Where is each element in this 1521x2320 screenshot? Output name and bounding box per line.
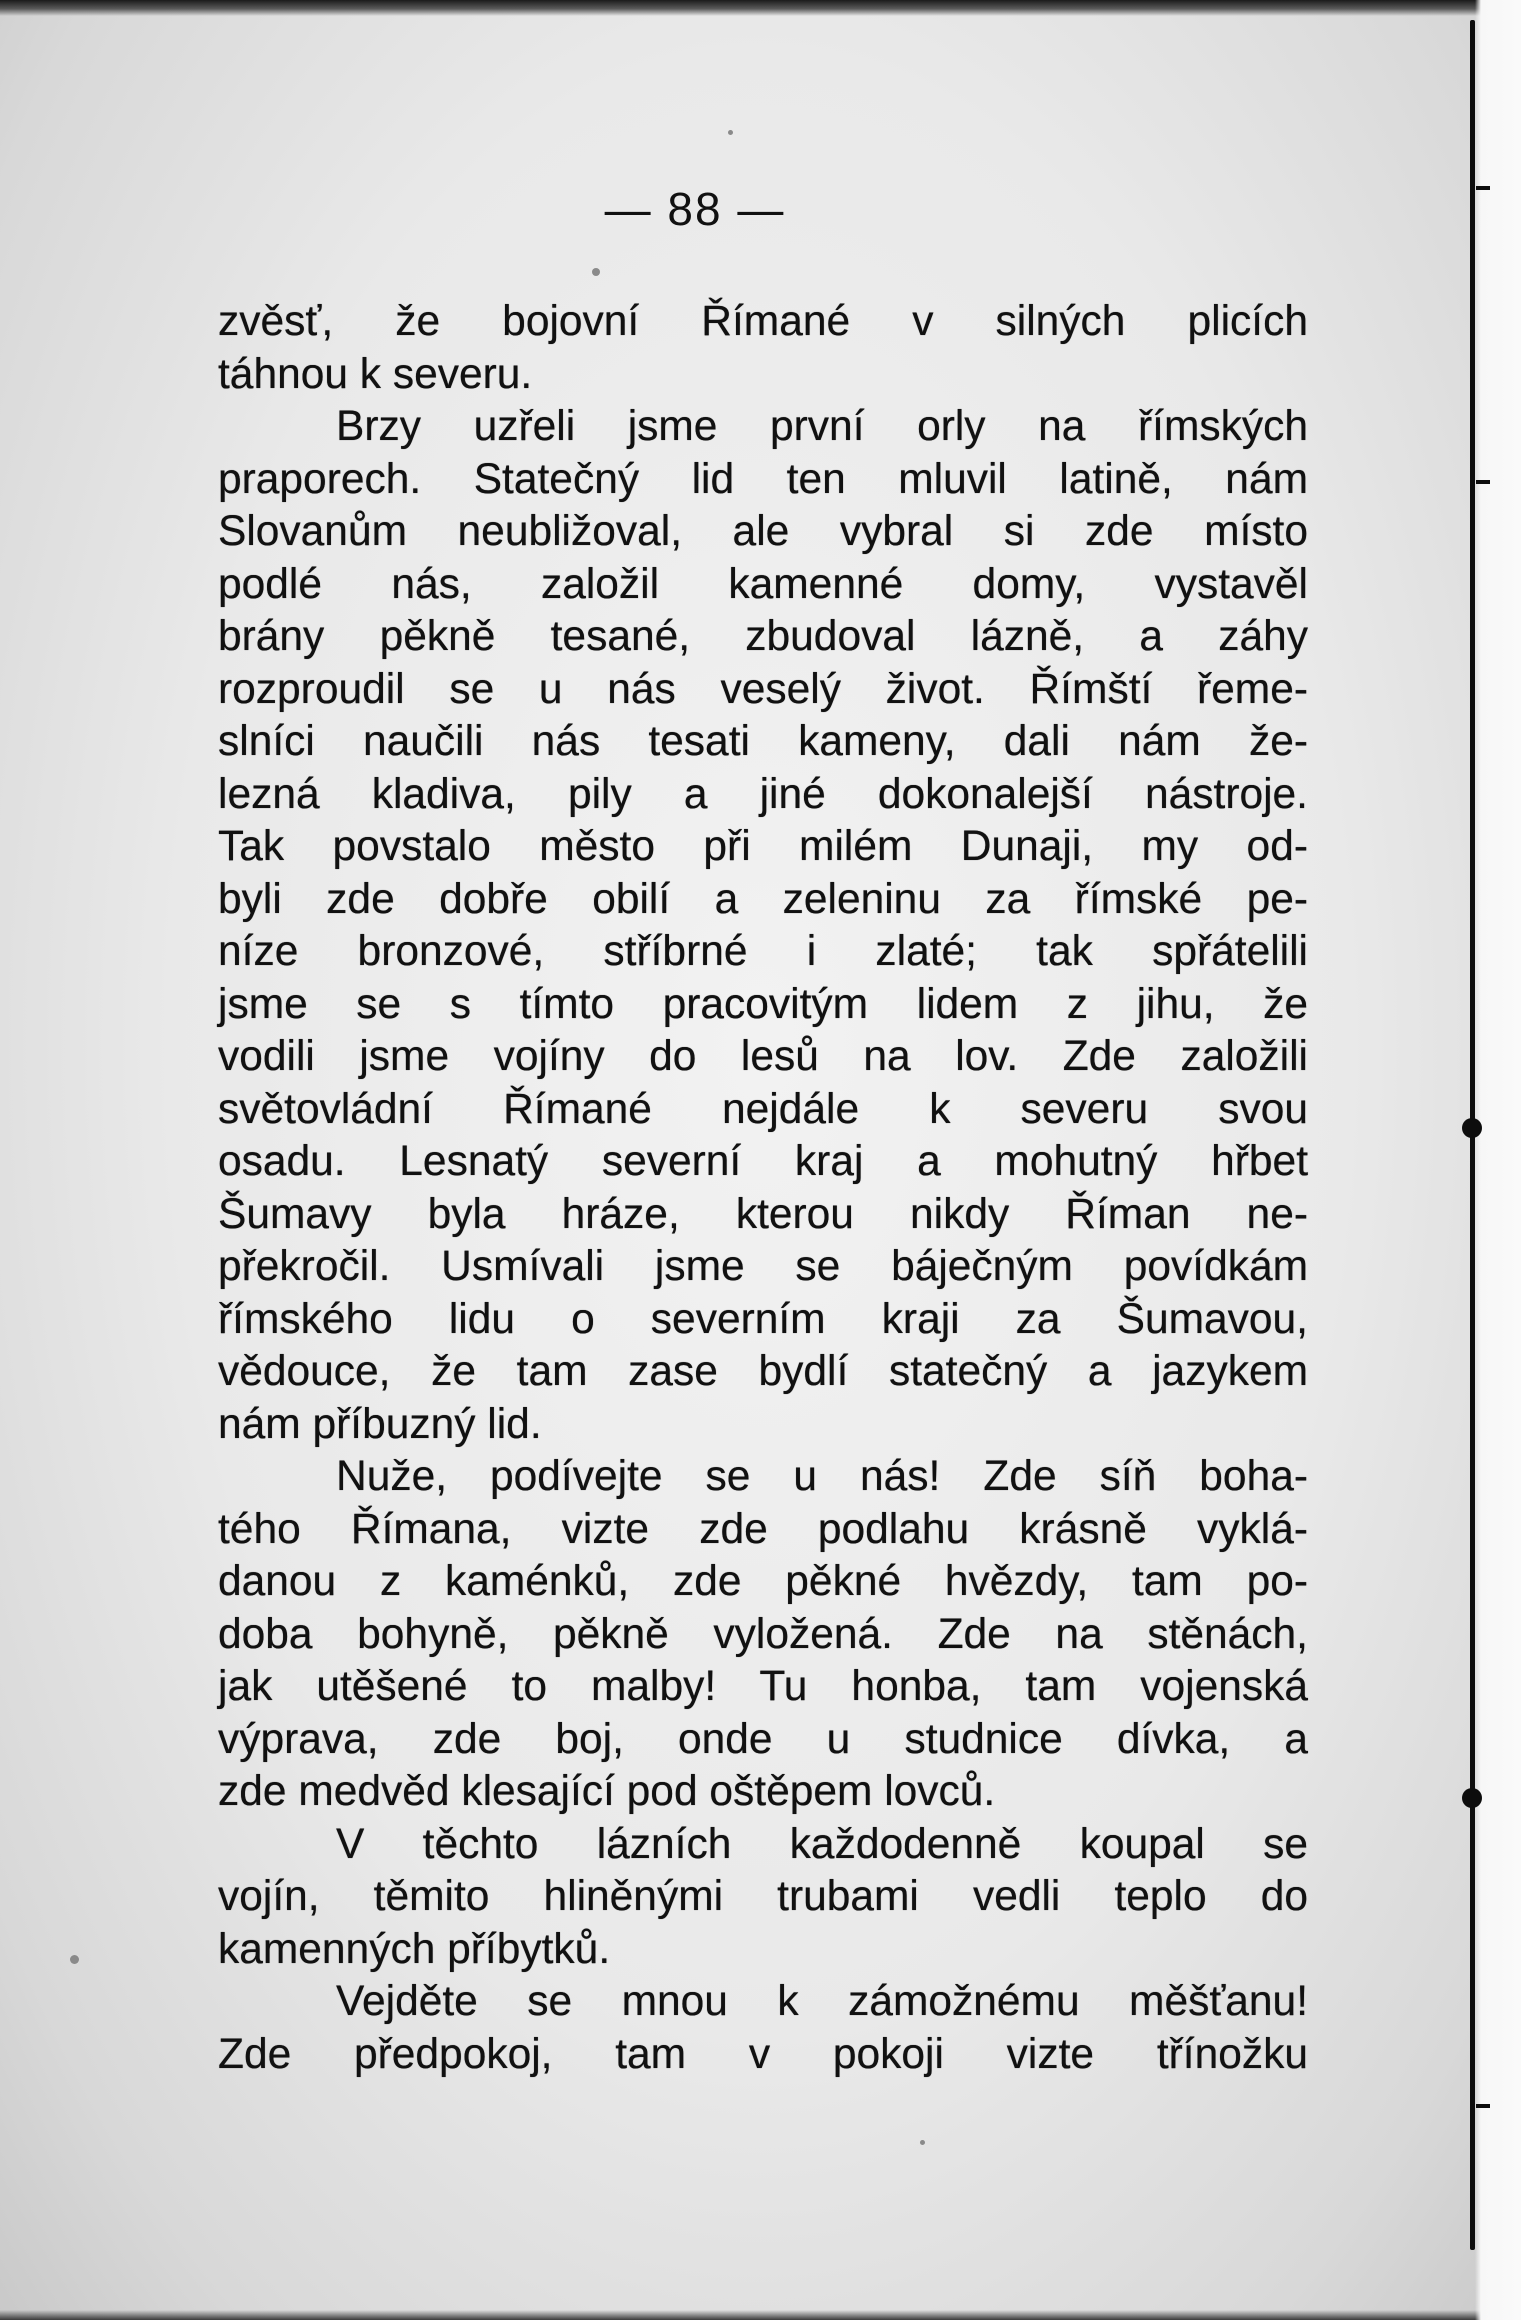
- paper-speck: [728, 130, 733, 135]
- text-line: danou z kaménků, zde pěkné hvězdy, tam po-: [218, 1558, 1308, 1605]
- binding-mark: [1462, 1788, 1482, 1808]
- paper-speck: [920, 2140, 925, 2145]
- text-line: podlé nás, založil kamenné domy, vystavěl: [218, 560, 1308, 608]
- text-line: vědouce, že tam zase bydlí statečný a jazykem: [218, 1348, 1308, 1395]
- scan-right-margin: [1475, 0, 1521, 2320]
- text-line: Slovanům neubližoval, ale vybral si zde místo: [218, 508, 1308, 555]
- scan-top-edge: [0, 0, 1521, 16]
- paper-speck: [592, 268, 600, 276]
- text-line: zvěsť, že bojovní Římané v silných plicích: [218, 298, 1308, 345]
- body-text: [218, 296, 1308, 2081]
- text-line: jsme se s tímto pracovitým lidem z jihu, že: [218, 980, 1308, 1028]
- text-line: níze bronzové, stříbrné i zlaté; tak spřátelili: [218, 928, 1308, 975]
- text-line: vodili jsme vojíny do lesů na lov. Zde založili: [218, 1033, 1308, 1080]
- text-line: jak utěšené to malby! Tu honba, tam vojenská: [218, 1663, 1308, 1710]
- binding-tick: [1476, 2104, 1490, 2108]
- text-line: byli zde dobře obilí a zeleninu za římské pe-: [218, 875, 1308, 923]
- page-number: — 88 —: [604, 183, 786, 235]
- text-line: Nuže, podívejte se u nás! Zde síň boha-: [336, 1453, 1308, 1500]
- text-line: brány pěkně tesané, zbudoval lázně, a záhy: [218, 613, 1308, 660]
- text-line: světovládní Římané nejdále k severu svou: [218, 1085, 1308, 1133]
- text-line: osadu. Lesnatý severní kraj a mohutný hřbet: [218, 1138, 1308, 1185]
- text-line: Brzy uzřeli jsme první orly na římských: [336, 403, 1308, 450]
- text-line: praporech. Statečný lid ten mluvil latině, nám: [218, 455, 1308, 503]
- text-line: rozproudil se u nás veselý život. Římští řeme-: [218, 665, 1308, 713]
- text-line: táhnou k severu.: [218, 350, 533, 398]
- text-line: nám příbuzný lid.: [218, 1400, 542, 1448]
- text-line: slníci naučili nás tesati kameny, dali nám že-: [218, 718, 1308, 765]
- text-line: překročil. Usmívali jsme se báječným povídkám: [218, 1243, 1308, 1290]
- scan-bottom-edge: [0, 2310, 1521, 2320]
- binding-tick: [1476, 480, 1490, 484]
- text-line: Šumavy byla hráze, kterou nikdy Říman ne-: [218, 1190, 1308, 1238]
- paper-speck: [70, 1955, 79, 1964]
- text-line: lezná kladiva, pily a jiné dokonalejší nástroje.: [218, 770, 1308, 818]
- binding-mark: [1462, 1118, 1482, 1138]
- text-line: doba bohyně, pěkně vyložená. Zde na stěnách,: [218, 1610, 1308, 1658]
- text-line: Zde předpokoj, tam v pokoji vizte třínožku: [218, 2030, 1308, 2078]
- text-line: zde medvěd klesající pod oštěpem lovců.: [218, 1768, 996, 1815]
- text-line: Tak povstalo město při milém Dunaji, my od-: [218, 823, 1308, 870]
- text-line: římského lidu o severním kraji za Šumavou,: [218, 1295, 1308, 1343]
- text-line: tého Římana, vizte zde podlahu krásně vyklá-: [218, 1505, 1308, 1553]
- text-line: V těchto lázních každodenně koupal se: [336, 1820, 1308, 1868]
- text-line: výprava, zde boj, onde u studnice dívka, a: [218, 1715, 1308, 1763]
- text-line: Vejděte se mnou k zámožnému měšťanu!: [336, 1978, 1308, 2025]
- binding-tick: [1476, 186, 1490, 190]
- text-line: kamenných příbytků.: [218, 1925, 611, 1973]
- text-line: vojín, těmito hliněnými trubami vedli teplo do: [218, 1873, 1308, 1920]
